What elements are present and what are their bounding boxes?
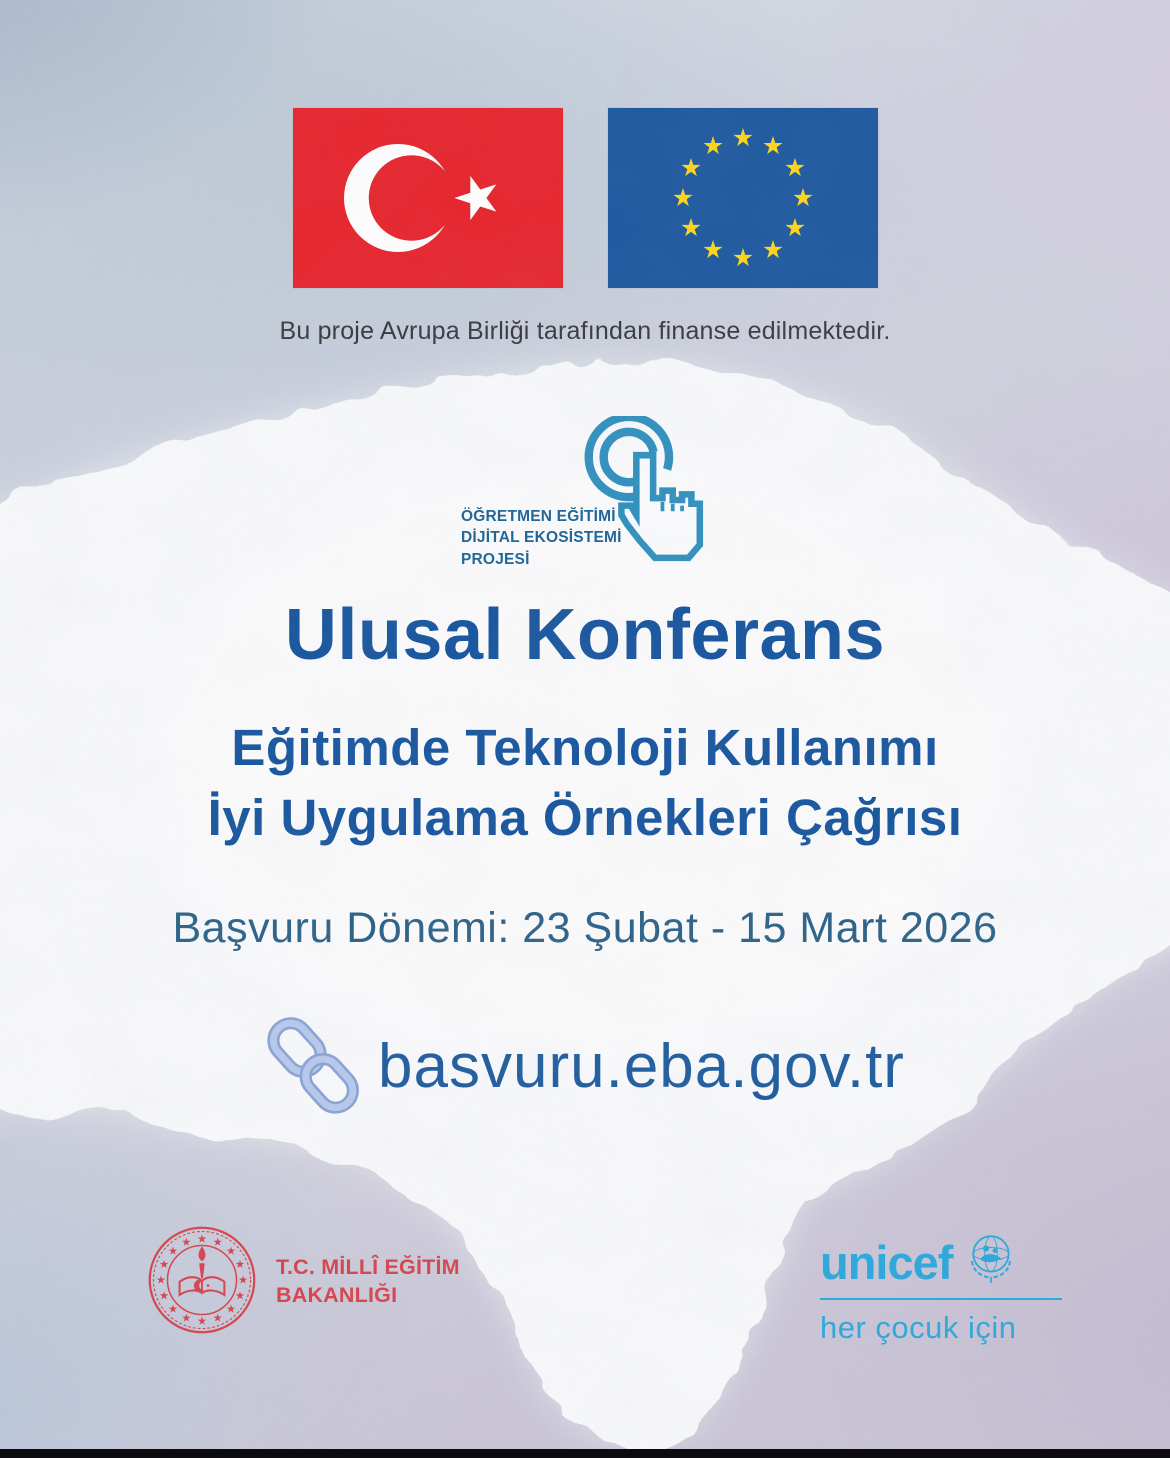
funding-caption: Bu proje Avrupa Birliği tarafından finanse edilmektedir. (279, 317, 891, 345)
eu-flag-icon (608, 108, 878, 288)
conference-title: Ulusal Konferans (284, 595, 886, 675)
ministry-name-line2: BAKANLIĞI (276, 1282, 398, 1307)
chain-link-icon (265, 1010, 360, 1122)
turkey-flag-icon (293, 108, 563, 288)
unicef-wordmark: unicef (820, 1235, 953, 1289)
flags-row (0, 108, 1170, 288)
application-period: Başvuru Dönemi: 23 Şubat - 15 Mart 2026 (172, 904, 998, 952)
unicef-tagline: her çocuk için (820, 1310, 1017, 1345)
website-url: basvuru.eba.gov.tr (378, 1031, 905, 1101)
subtitle-line2: İyi Uygulama Örnekleri Çağrısı (207, 789, 963, 846)
website-row (0, 1008, 1170, 1124)
project-logo-line2: DİJİTAL EKOSİSTEMİ PROJESİ (461, 529, 622, 568)
subtitle-line1: Eğitimde Teknoloji Kullanımı (231, 719, 939, 776)
unicef-top-row (820, 1230, 1062, 1294)
ministry-logo (146, 1224, 460, 1336)
ministry-name (276, 1254, 460, 1336)
unicef-logo (820, 1230, 1062, 1346)
project-logo-text (461, 506, 671, 570)
ministry-name-line1: T.C. MİLLÎ EĞİTİM (276, 1255, 460, 1279)
bottom-black-bar (0, 1449, 1170, 1458)
project-logo (455, 416, 755, 576)
unicef-divider (820, 1298, 1062, 1300)
unicef-emblem-icon (962, 1230, 1020, 1294)
project-logo-line1: ÖĞRETMEN EĞİTİMİ (461, 508, 616, 525)
meb-emblem-icon (146, 1224, 258, 1336)
